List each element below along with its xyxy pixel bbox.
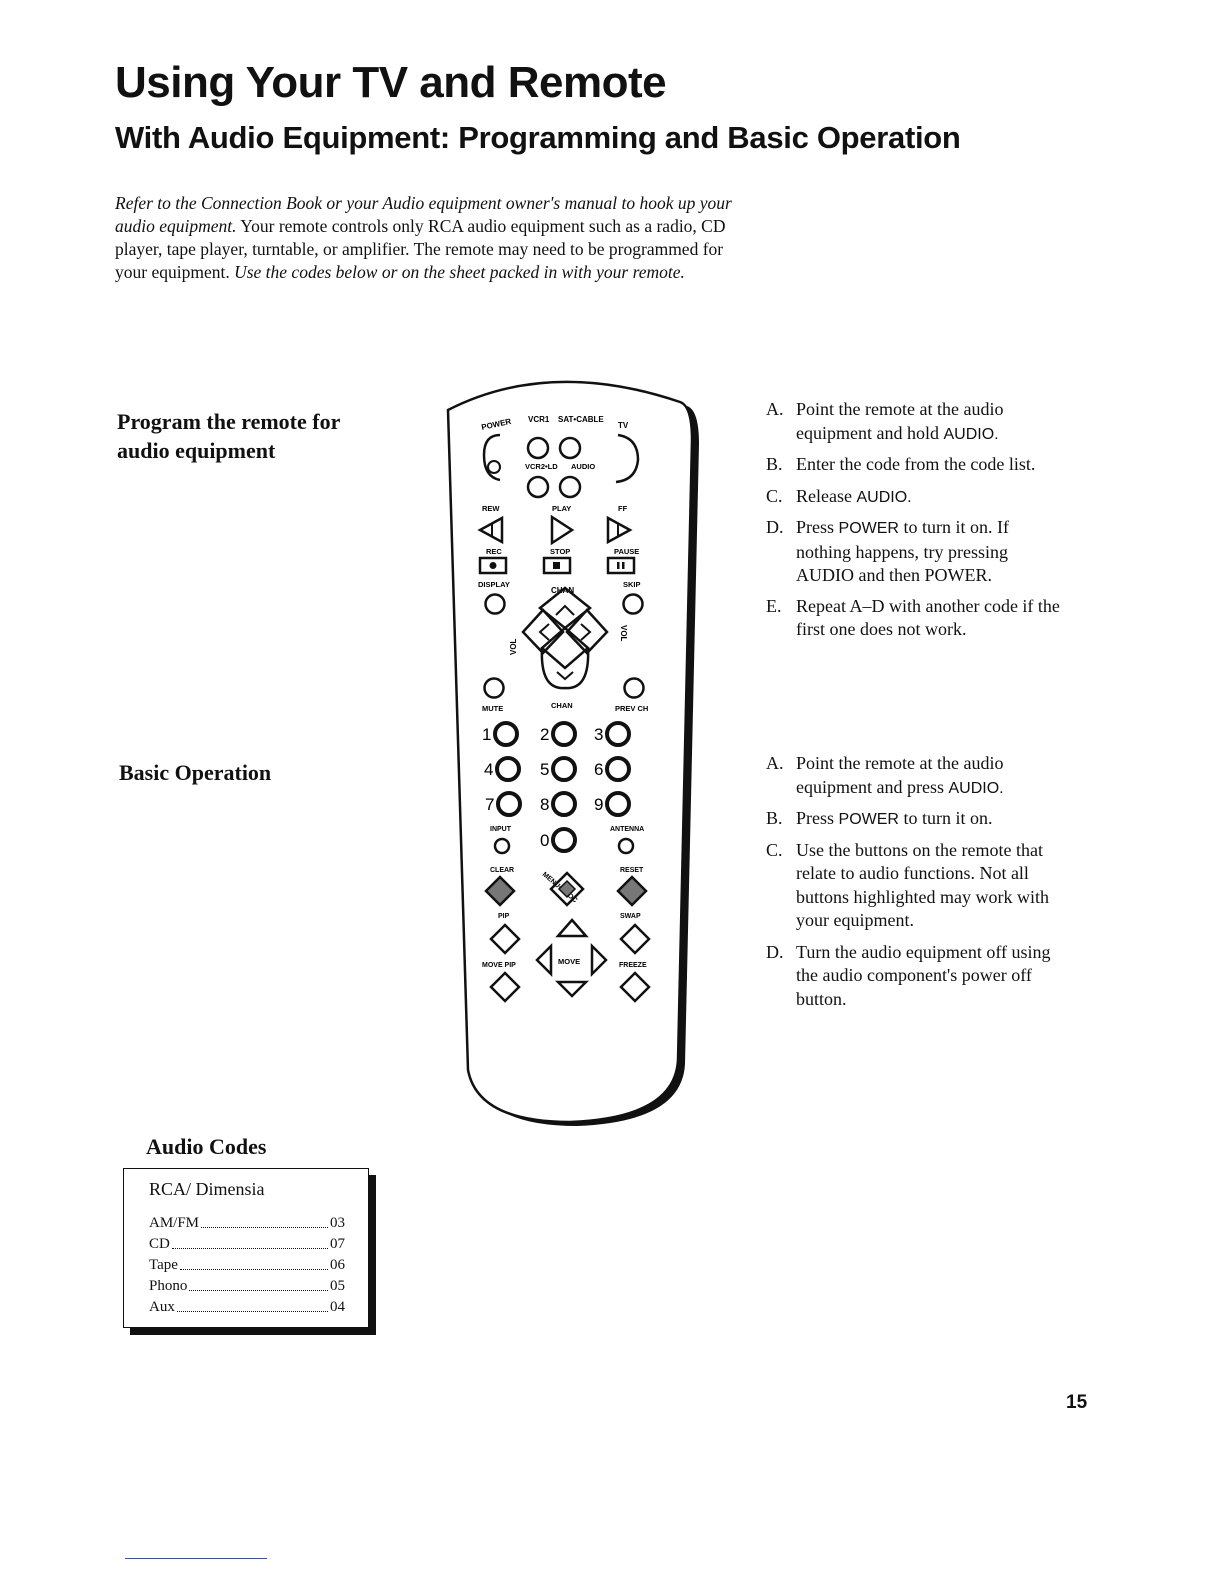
step-text: Press POWER to turn it on.: [796, 808, 993, 828]
sat-cable-label: SAT•CABLE: [558, 415, 604, 424]
basic-step: [766, 941, 1066, 1013]
code-name: CD: [149, 1236, 170, 1252]
intro-italic-2: Use the codes below or on the sheet packed in with your remote.: [234, 262, 685, 282]
digit-label: 4: [484, 760, 494, 779]
step-text: Release AUDIO.: [796, 485, 912, 506]
step-text: Point the remote at the audio equipment and hold AUDIO.: [796, 399, 1004, 443]
digit-label: 3: [594, 725, 604, 744]
remote-control-illustration: [430, 370, 705, 1130]
program-step: [766, 485, 1066, 510]
audio-codes-heading: Audio Codes: [146, 1134, 267, 1159]
code-name: Aux: [149, 1299, 175, 1315]
footer-rule: [125, 1558, 267, 1559]
vol-right-label: VOL: [619, 625, 628, 642]
reset-label: RESET: [620, 867, 644, 874]
basic-heading: Basic Operation: [119, 760, 272, 785]
step-letter: E.: [766, 595, 782, 616]
digit-label: 1: [482, 725, 492, 744]
vcr2-ld-label: VCR2•LD: [525, 462, 558, 471]
vol-left-label: VOL: [509, 638, 518, 655]
code-value: 05: [330, 1278, 345, 1294]
basic-steps: [766, 752, 1066, 1019]
step-letter: A.: [766, 753, 784, 773]
page-title: Using Your TV and Remote: [115, 58, 667, 107]
pip-label: PIP: [498, 913, 510, 920]
code-value: 07: [330, 1236, 345, 1252]
intro-paragraph: [115, 192, 755, 284]
step-letter: B.: [766, 808, 783, 828]
play-label: PLAY: [552, 504, 572, 513]
move-pip-label: MOVE PIP: [482, 962, 516, 969]
digit-label: 6: [594, 760, 604, 779]
step-letter: D.: [766, 517, 784, 537]
chan-up-label: CHAN: [551, 586, 575, 595]
step-text: Repeat A–D with another code if the first one does not work.: [796, 595, 1060, 639]
mute-label: MUTE: [482, 704, 504, 713]
digit-label: 8: [540, 795, 550, 814]
step-text: Use the buttons on the remote that relate to audio functions. Not all buttons highlighted may work with your equipment.: [796, 839, 1049, 930]
program-step: [766, 453, 1066, 478]
pause-label: PAUSE: [614, 547, 640, 556]
step-letter: B.: [766, 454, 783, 474]
input-label: INPUT: [490, 826, 511, 833]
clear-label: CLEAR: [490, 867, 515, 874]
digit-label: 0: [540, 831, 550, 850]
antenna-label: ANTENNA: [610, 826, 645, 833]
program-step: [766, 516, 1066, 588]
swap-label: SWAP: [620, 913, 641, 920]
code-row: [149, 1255, 345, 1275]
code-value: 04: [330, 1299, 345, 1315]
tv-label: TV: [618, 421, 629, 430]
program-step: [766, 595, 1066, 643]
code-name: Tape: [149, 1257, 178, 1273]
step-text: Press POWER to turn it on. If nothing happens, try pressing AUDIO and then POWER.: [796, 517, 1009, 585]
remote-body: [448, 382, 692, 1122]
ff-label: FF: [618, 504, 628, 513]
code-value: 03: [330, 1215, 345, 1231]
step-letter: D.: [766, 941, 784, 962]
code-row: [149, 1213, 345, 1233]
code-row: [149, 1234, 345, 1254]
basic-step: [766, 839, 1066, 934]
digit-label: 2: [540, 725, 550, 744]
page-number: 15: [1066, 1392, 1088, 1413]
audio-label: AUDIO: [571, 462, 596, 471]
step-letter: A.: [766, 399, 784, 419]
rew-label: REW: [482, 504, 500, 513]
code-row: [149, 1297, 345, 1317]
step-text: Point the remote at the audio equipment and press AUDIO.: [796, 753, 1004, 797]
basic-step: [766, 807, 1066, 832]
step-text: Turn the audio equipment off using the audio component's power off button.: [796, 941, 1051, 1009]
intro-plain: Your remote controls only RCA audio equipment such as a radio, CD player, tape player, turntable, or amplifier. The remote may need to be programmed for your equipment.: [115, 216, 726, 282]
program-heading: Program the remote for audio equipment: [117, 409, 340, 463]
step-letter: C.: [766, 485, 783, 506]
code-row: [149, 1276, 345, 1296]
digit-label: 9: [594, 795, 604, 814]
digit-label: 7: [485, 795, 495, 814]
rec-label: REC: [486, 547, 502, 556]
intro-italic-1: Refer to the Connection Book or your Audio equipment owner's manual to hook up your audio equipment.: [115, 193, 732, 236]
code-value: 06: [330, 1257, 345, 1273]
power-label: POWER: [480, 416, 512, 432]
display-label: DISPLAY: [478, 580, 510, 589]
freeze-label: FREEZE: [619, 962, 647, 969]
digit-label: 5: [540, 760, 550, 779]
program-steps: [766, 398, 1066, 650]
skip-label: SKIP: [623, 580, 641, 589]
stop-label: STOP: [550, 547, 571, 556]
step-text: Enter the code from the code list.: [796, 454, 1036, 474]
program-step: [766, 398, 1066, 446]
audio-codes-table: [123, 1168, 369, 1328]
chan-down-label: CHAN: [551, 701, 573, 710]
step-letter: C.: [766, 839, 783, 860]
vcr1-label: VCR1: [528, 415, 550, 424]
code-name: Phono: [149, 1278, 188, 1294]
page-subtitle: With Audio Equipment: Programming and Basic Operation: [115, 120, 961, 155]
audio-codes-brand: RCA/ Dimensia: [149, 1179, 265, 1199]
basic-step: [766, 752, 1066, 800]
prev-ch-label: PREV CH: [615, 704, 649, 713]
code-name: AM/FM: [149, 1215, 200, 1231]
move-label: MOVE: [558, 957, 581, 966]
